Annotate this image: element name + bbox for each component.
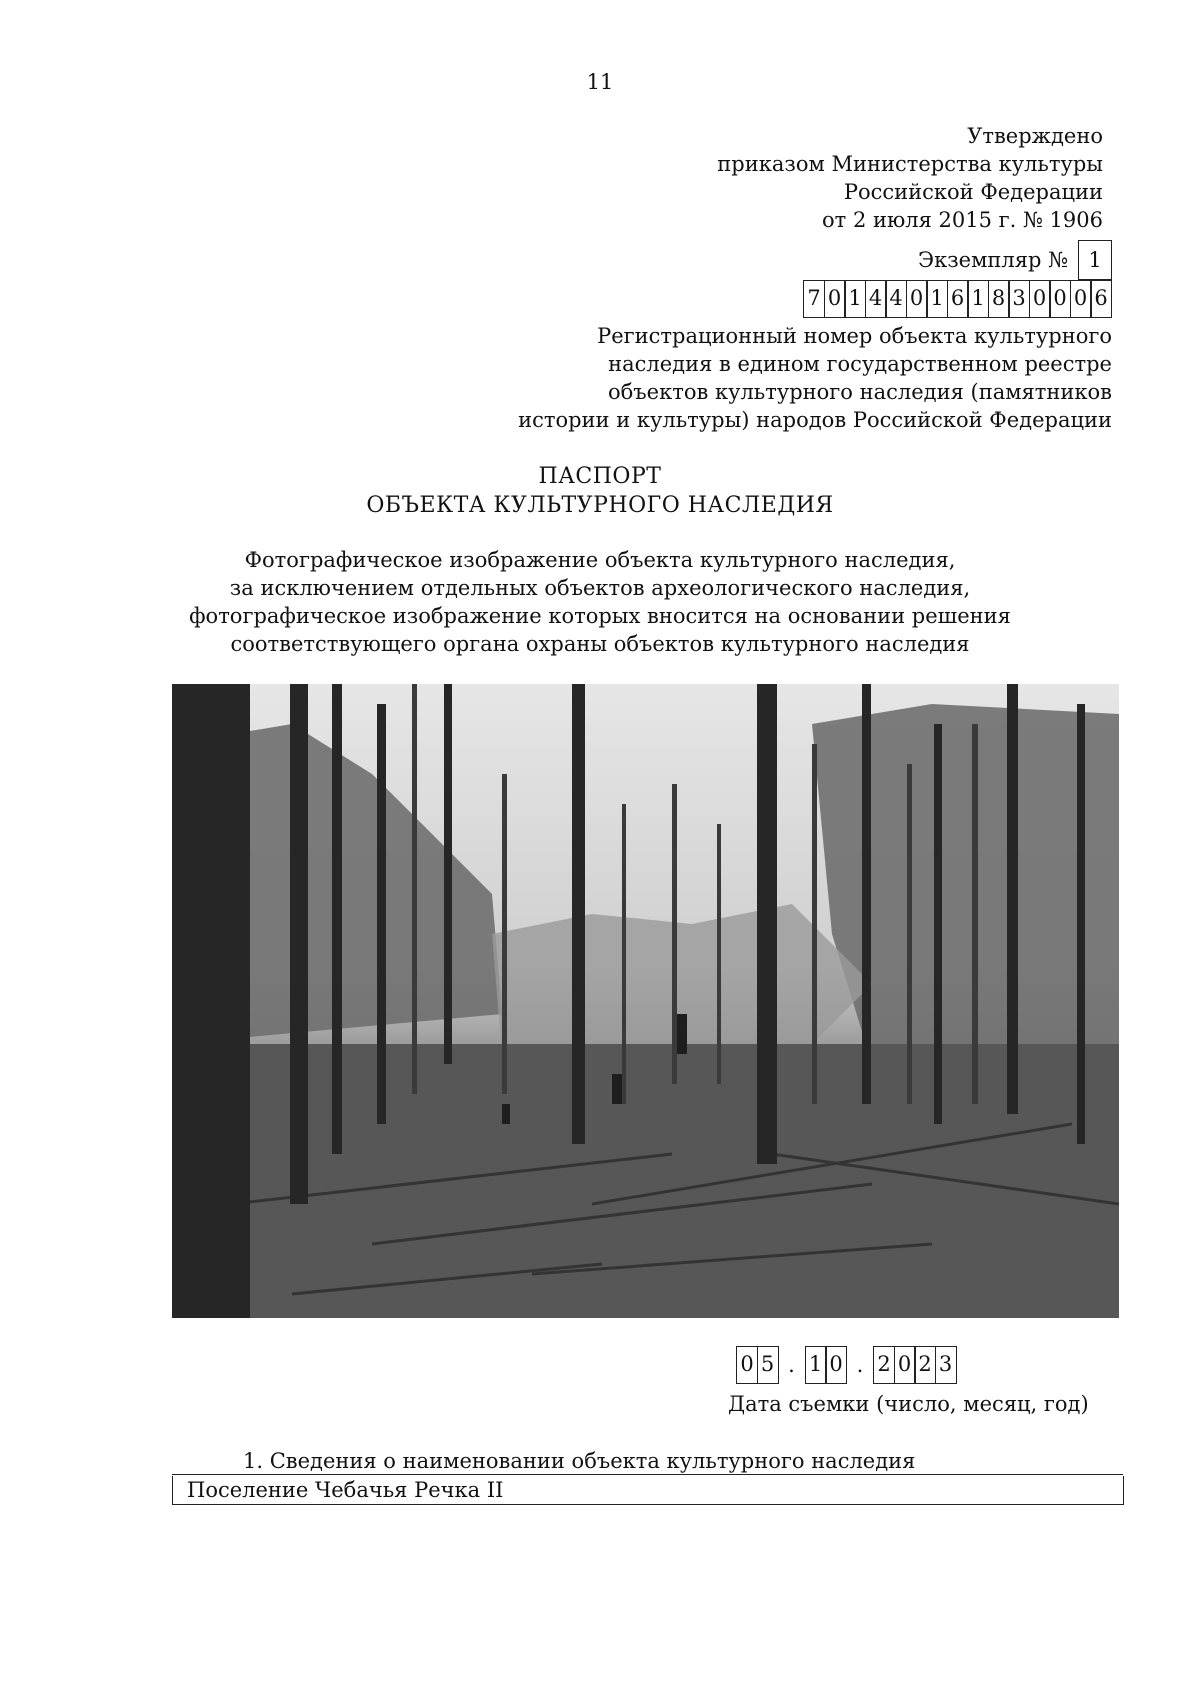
approval-block — [717, 122, 1103, 234]
reg-digit: 8 — [988, 280, 1010, 318]
section-divider — [172, 1474, 1123, 1475]
date-digit: 0 — [894, 1346, 916, 1384]
title-line: ПАСПОРТ — [538, 464, 662, 489]
caption-line: Регистрационный номер объекта культурного — [597, 324, 1112, 348]
date-day — [736, 1346, 779, 1384]
date-separator: . — [856, 1353, 864, 1377]
copy-number-row — [918, 240, 1112, 280]
reg-digit: 4 — [865, 280, 887, 318]
date-digit: 2 — [873, 1346, 895, 1384]
reg-digit: 0 — [1049, 280, 1071, 318]
date-month — [805, 1346, 848, 1384]
reg-digit: 1 — [844, 280, 866, 318]
reg-digit: 0 — [1029, 280, 1051, 318]
copy-number-box: 1 — [1078, 240, 1112, 280]
object-name-field: Поселение Чебачья Речка II — [172, 1476, 1124, 1505]
date-digit: 3 — [935, 1346, 957, 1384]
description-line: соответствующего органа охраны объектов культурного наследия — [230, 632, 970, 656]
registration-caption — [518, 322, 1112, 434]
description-line: фотографическое изображение которых вносится на основании решения — [189, 604, 1011, 628]
reg-digit: 4 — [885, 280, 907, 318]
date-caption: Дата съемки (число, месяц, год) — [728, 1392, 1089, 1416]
title-line: ОБЪЕКТА КУЛЬТУРНОГО НАСЛЕДИЯ — [366, 493, 834, 518]
forest-photo — [172, 684, 1119, 1318]
reg-digit: 1 — [926, 280, 948, 318]
date-year — [873, 1346, 957, 1384]
approval-line: приказом Министерства культуры — [717, 152, 1103, 176]
photo-description — [0, 546, 1200, 658]
page-number: 11 — [586, 70, 614, 94]
description-line: Фотографическое изображение объекта культурного наследия, — [244, 548, 956, 572]
caption-line: наследия в едином государственном реестре — [608, 352, 1112, 376]
reg-digit: 0 — [906, 280, 928, 318]
approval-line: от 2 июля 2015 г. № 1906 — [822, 208, 1103, 232]
caption-line: объектов культурного наследия (памятников — [608, 380, 1112, 404]
reg-digit: 1 — [967, 280, 989, 318]
forest-photo-drawing — [172, 684, 1119, 1318]
description-line: за исключением отдельных объектов археологического наследия, — [229, 576, 971, 600]
date-digit: 1 — [805, 1346, 827, 1384]
date-digit: 5 — [757, 1346, 779, 1384]
date-digit: 2 — [914, 1346, 936, 1384]
reg-digit: 6 — [947, 280, 969, 318]
document-title — [0, 462, 1200, 520]
approval-line: Утверждено — [967, 124, 1103, 148]
reg-digit: 0 — [824, 280, 846, 318]
caption-line: истории и культуры) народов Российской Федерации — [518, 408, 1112, 432]
reg-digit: 3 — [1008, 280, 1030, 318]
copy-label: Экземпляр № — [918, 248, 1068, 272]
approval-line: Российской Федерации — [843, 180, 1103, 204]
date-digit: 0 — [825, 1346, 847, 1384]
reg-digit: 6 — [1090, 280, 1112, 318]
reg-digit: 0 — [1070, 280, 1092, 318]
date-digit: 0 — [736, 1346, 758, 1384]
shooting-date — [736, 1346, 957, 1384]
reg-digit: 7 — [803, 280, 825, 318]
date-separator: . — [788, 1353, 795, 1377]
section-heading: 1. Сведения о наименовании объекта культурного наследия — [243, 1449, 916, 1473]
registration-number — [805, 280, 1113, 318]
